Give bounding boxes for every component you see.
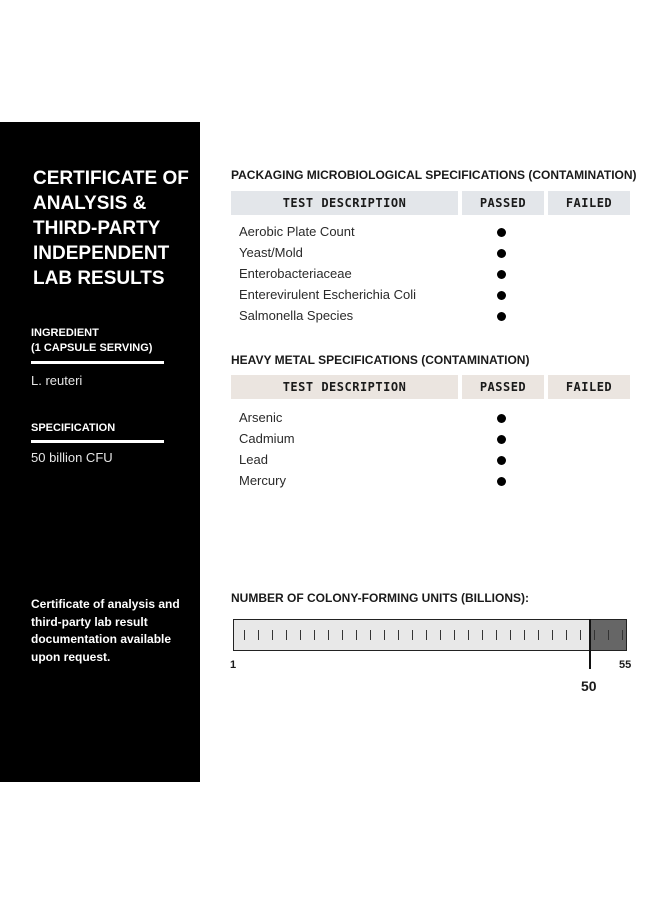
cfu-value-label: 50 [581,678,597,694]
cfu-gauge-tick [300,630,301,640]
cfu-gauge-tick [412,630,413,640]
metal-test-name: Arsenic [239,410,283,425]
metal-header-failed: FAILED [548,375,630,399]
cfu-gauge-tick [594,630,595,640]
cfu-gauge-tick [328,630,329,640]
microbiological-title: PACKAGING MICROBIOLOGICAL SPECIFICATIONS (CONTAMINATION) [231,168,637,182]
cfu-min-label: 1 [230,659,237,671]
results-panel [200,122,660,782]
certificate-card [0,122,660,782]
metal-row [239,429,559,449]
micro-row [239,285,559,305]
cfu-gauge-tick [440,630,441,640]
micro-test-name: Salmonella Species [239,308,354,323]
cfu-gauge-tick [496,630,497,640]
micro-header-passed: PASSED [462,191,544,215]
cfu-gauge-tick [356,630,357,640]
micro-row [239,243,559,263]
metal-header-description: TEST DESCRIPTION [231,375,458,399]
micro-row [239,222,559,242]
cfu-gauge-tick [342,630,343,640]
sidebar [0,122,200,782]
metal-row [239,408,559,428]
passed-dot-icon [497,435,506,444]
cfu-max-label: 55 [619,659,632,671]
ingredient-label-line1: INGREDIENT [31,327,99,339]
ingredient-label [31,326,152,356]
passed-dot-icon [497,312,506,321]
specification-value: 50 billion CFU [31,450,113,465]
certificate-title: CERTIFICATE OF ANALYSIS & THIRD-PARTY INDEPENDENT LAB RESULTS [33,168,189,289]
cfu-gauge-tick [524,630,525,640]
cfu-gauge-tick [384,630,385,640]
cfu-title: NUMBER OF COLONY-FORMING UNITS (BILLIONS): [231,591,529,605]
ingredient-label-line2: (1 CAPSULE SERVING) [31,342,153,354]
metal-test-name: Cadmium [239,431,295,446]
metal-test-name: Lead [239,452,268,467]
cfu-gauge-tick [258,630,259,640]
cfu-gauge-tick [314,630,315,640]
cfu-gauge-tick [538,630,539,640]
ingredient-divider [31,361,164,364]
cfu-gauge-tick [580,630,581,640]
cfu-gauge-tick [272,630,273,640]
documentation-note: Certificate of analysis and third-party lab result documentation available upon request. [31,597,180,664]
micro-header-description: TEST DESCRIPTION [231,191,458,215]
cfu-gauge-tick [608,630,609,640]
micro-test-name: Yeast/Mold [239,245,303,260]
cfu-gauge-tick [566,630,567,640]
metal-test-name: Mercury [239,473,286,488]
cfu-gauge [233,619,627,651]
cfu-gauge-tick [244,630,245,640]
passed-dot-icon [497,477,506,486]
specification-divider [31,440,164,443]
micro-row [239,264,559,284]
cfu-gauge-tick [398,630,399,640]
specification-label: SPECIFICATION [31,422,116,434]
micro-test-name: Enterevirulent Escherichia Coli [239,287,417,302]
passed-dot-icon [497,456,506,465]
micro-header-failed: FAILED [548,191,630,215]
passed-dot-icon [497,291,506,300]
cfu-gauge-tick [468,630,469,640]
heavy-metal-title: HEAVY METAL SPECIFICATIONS (CONTAMINATION) [231,353,530,367]
cfu-gauge-tick [552,630,553,640]
cfu-gauge-tick [370,630,371,640]
metal-row [239,471,559,491]
passed-dot-icon [497,228,506,237]
micro-test-name: Enterobacteriaceae [239,266,352,281]
metal-header-passed: PASSED [462,375,544,399]
cfu-gauge-tick [426,630,427,640]
cfu-gauge-tick [482,630,483,640]
cfu-gauge-tick [286,630,287,640]
micro-test-name: Aerobic Plate Count [239,224,355,239]
metal-row [239,450,559,470]
micro-row [239,306,559,326]
cfu-gauge-tick [510,630,511,640]
cfu-gauge-tick [454,630,455,640]
passed-dot-icon [497,414,506,423]
passed-dot-icon [497,249,506,258]
cfu-value-marker [589,619,591,669]
passed-dot-icon [497,270,506,279]
ingredient-value: L. reuteri [31,373,83,388]
cfu-gauge-tick [622,630,623,640]
